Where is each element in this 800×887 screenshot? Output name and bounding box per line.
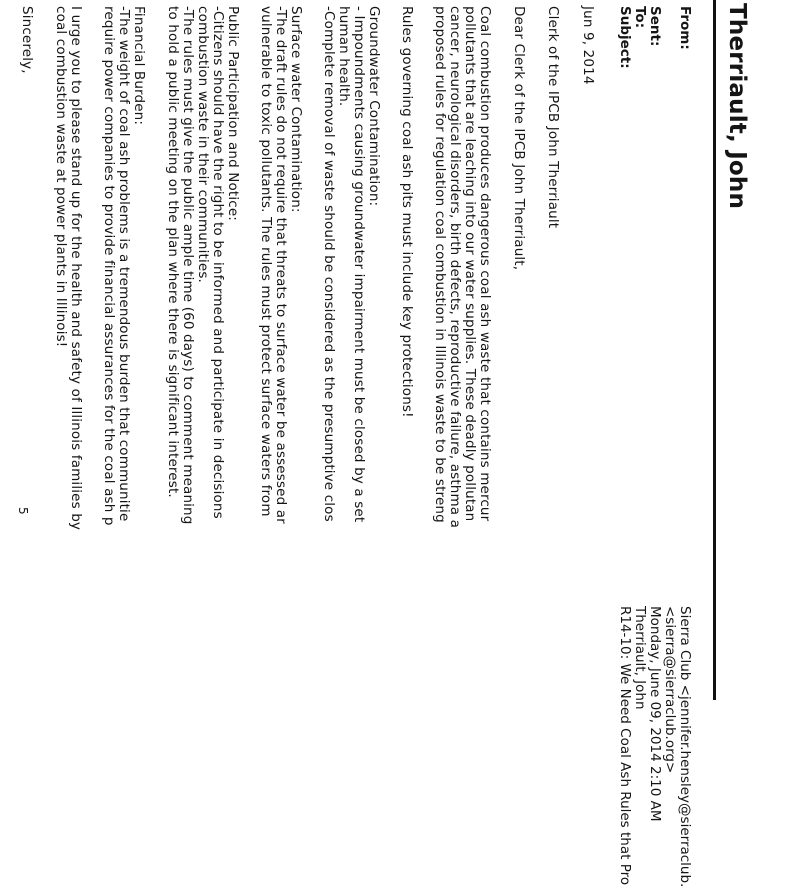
groundwater-line: -Complete removal of waste should be considered as the presumptive clos: [321, 6, 337, 522]
surface-water-heading: Surface water Contamination:: [288, 6, 304, 213]
letter-salutation: Dear Clerk of the IPCB John Therriault,: [511, 6, 527, 271]
public-participation-line: to hold a public meeting on the plan where there is significant interest.: [165, 6, 181, 498]
key-protections-line: Rules governing coal ash pits must include key protections!: [399, 6, 415, 418]
groundwater-heading: Groundwater Contamination:: [366, 6, 382, 207]
sent-value: Monday, June 09, 2014 2:10 AM: [647, 606, 663, 822]
intro-line: Coal combustion produces dangerous coal ash waste that contains mercur: [477, 6, 493, 522]
sent-row: [647, 6, 663, 822]
recipient-name-heading: Therriault, John: [724, 3, 750, 210]
from-value: Sierra Club <jennifer.hensley@sierraclub.: [677, 606, 693, 887]
public-participation-line: -Citizens should have the right to be informed and participate in decisions: [210, 6, 226, 519]
groundwater-line: human health.: [336, 6, 352, 107]
from-value-line2: <sierra@sierraclub.org>: [662, 606, 678, 774]
letter-closing: Sincerely,: [19, 6, 35, 74]
financial-burden-line: require power companies to provide financial assurances for the coal ash p: [101, 6, 117, 526]
intro-line: pollutants that are leaching into our water supplies. These deadly pollutan: [462, 6, 478, 522]
sent-label: Sent:: [647, 6, 663, 47]
public-participation-line: -The rules must give the public ample time (60 days) to comment meaning: [180, 6, 196, 525]
from-row: [677, 6, 693, 887]
intro-line: proposed rules for regulation coal combustion in Illinois waste to be streng: [432, 6, 448, 523]
public-participation-line: combustion waste in their communities.: [195, 6, 211, 283]
heading-rule: [713, 0, 716, 700]
from-label: From:: [677, 6, 693, 50]
surface-water-line: vulnerable to toxic pollutants. The rules must protect surface waters from: [258, 6, 274, 517]
intro-line: cancer, neurological disorders, birth defects, reproductive failure, asthma a: [447, 6, 463, 529]
subject-label: Subject:: [617, 6, 633, 69]
letter-recipient: Clerk of the IPCB John Therriault: [545, 6, 561, 229]
urge-line: I urge you to please stand up for the health and safety of Illinois families by: [68, 6, 84, 531]
subject-value: R14-10: We Need Coal Ash Rules that Pro: [617, 606, 633, 886]
page-number: 5: [16, 507, 30, 515]
letter-date: Jun 9, 2014: [580, 6, 596, 85]
surface-water-line: -The draft rules do not require that threats to surface water be assessed ar: [273, 6, 289, 524]
groundwater-line: - Impoundments causing groundwater impairment must be closed by a set: [351, 6, 367, 523]
subject-row: [617, 6, 633, 886]
financial-burden-heading: Financial Burden:: [131, 6, 147, 126]
to-row: [632, 6, 648, 710]
to-value: Therriault, John: [632, 606, 648, 710]
to-label: To:: [632, 6, 648, 29]
public-participation-heading: Public Participation and Notice:: [225, 6, 241, 221]
urge-line: coal combustion waste at power plants in Illinois!: [53, 6, 69, 348]
financial-burden-line: -The weight of coal ash problems is a tremendous burden that communitie: [116, 6, 132, 522]
